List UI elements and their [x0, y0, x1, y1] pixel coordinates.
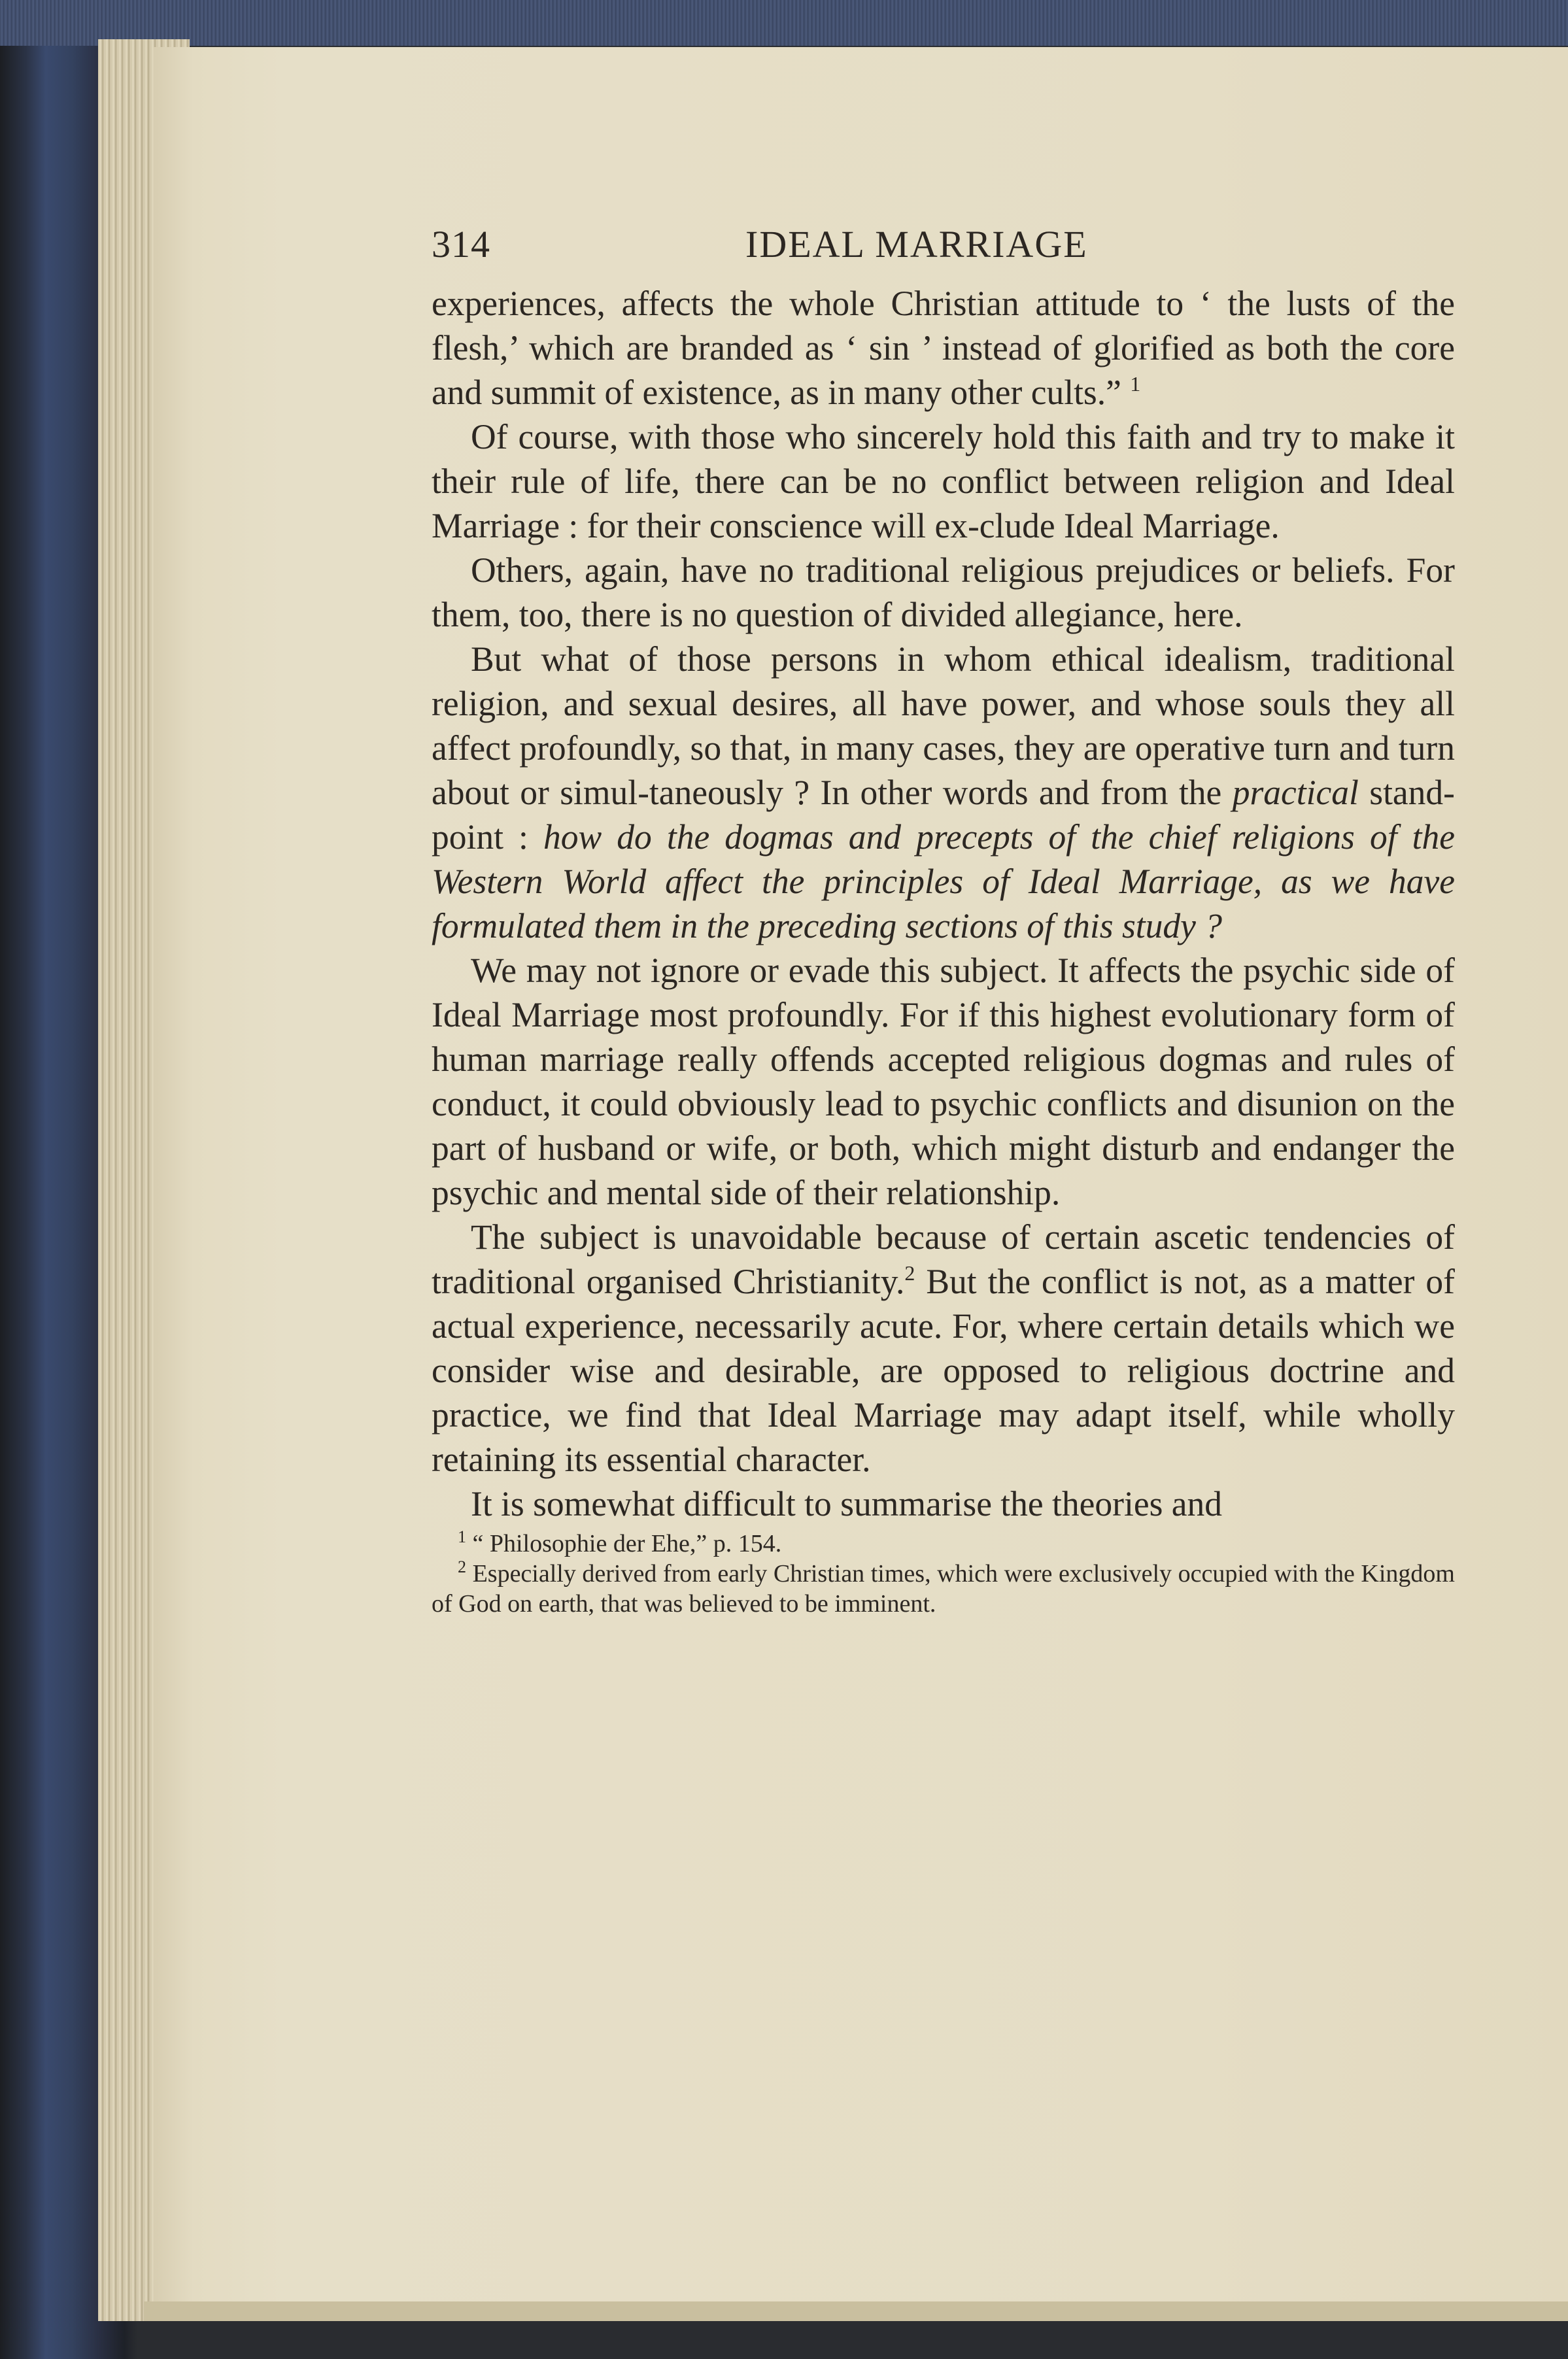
- paragraph-6-text-a: The subject is unavoidable because of certain ascetic tendencies of traditional organised Christianity.: [432, 1217, 1455, 1301]
- footnote-1: [432, 1529, 1455, 1559]
- paragraph-4: [432, 637, 1455, 948]
- paragraph-6-text-b: But the conflict is not, as a matter of actual experience, necessarily acute. For, where certain details which we consider wise and desirable, are opposed to religious doctrine and practice, we find that Ideal Marriage may adapt itself, while wholly retaining its essential character.: [432, 1262, 1455, 1479]
- page-bottom-edge: [144, 2301, 1568, 2321]
- paragraph-4-italic-practical: practical: [1232, 773, 1359, 812]
- page-text-block: [432, 209, 1455, 1619]
- footnote-1-text: “ Philosophie der Ehe,” p. 154.: [466, 1530, 782, 1557]
- paragraph-6: [432, 1215, 1455, 1482]
- footnotes: [432, 1529, 1455, 1619]
- book-cover-top-edge: [0, 0, 1568, 46]
- footnote-2: [432, 1559, 1455, 1619]
- page-number: 314: [432, 223, 490, 265]
- paragraph-5: We may not ignore or evade this subject. It affects the psychic side of Ideal Marriage most profoundly. For if this highest evolutionary form of human marriage really offends accepted religious dogmas and rules of conduct, it could obviously lead to psychic conflicts and disunion on the part of husband or wife, or both, which might disturb and endanger the psychic and mental side of their relationship.: [432, 951, 1455, 1212]
- page-header: [432, 209, 1455, 281]
- footnote-2-mark: 2: [458, 1557, 466, 1576]
- paragraph-1-text: experiences, affects the whole Christian attitude to ‘ the lusts of the flesh,’ which are branded as ‘ sin ’ instead of glorified as both the core and summit of existence, as in many other cults.”: [432, 284, 1455, 412]
- footnote-1-mark: 1: [458, 1527, 466, 1546]
- paragraph-7: It is somewhat difficult to summarise the theories and: [471, 1484, 1223, 1523]
- paragraph-3: Others, again, have no traditional religious prejudices or beliefs. For them, too, there is no question of divided allegiance, here.: [432, 551, 1455, 634]
- body-text: [432, 281, 1455, 1526]
- paragraph-2: Of course, with those who sincerely hold this faith and try to make it their rule of life, there can be no conflict between religion and Ideal Marriage : for their conscience will ex-clude Ideal Marriage.: [432, 417, 1455, 545]
- paragraph-4-text-a: But what of those persons in whom ethical idealism, traditional religion, and sexual desires, all have power, and whose souls they all affect profoundly, so that, in many cases, they are operative turn and turn about or simul-taneously ? In other words and from the: [432, 639, 1455, 812]
- running-head: IDEAL MARRIAGE: [745, 223, 1088, 265]
- footnote-2-text: Especially derived from early Christian times, which were exclusively occupied with the Kingdom of God on earth, that was believed to be imminent.: [432, 1560, 1455, 1618]
- paragraph-4-italic-question: how do the dogmas and precepts of the chief religions of the Western World affect the principles of Ideal Marriage, as we have formulated them in the preceding sections of this study ?: [432, 817, 1455, 945]
- footnote-ref-1: 1: [1130, 372, 1141, 396]
- paragraph-1: [432, 281, 1455, 415]
- paragraph-4-text-c: stand-point :: [432, 773, 1455, 857]
- footnote-ref-2: 2: [904, 1261, 915, 1285]
